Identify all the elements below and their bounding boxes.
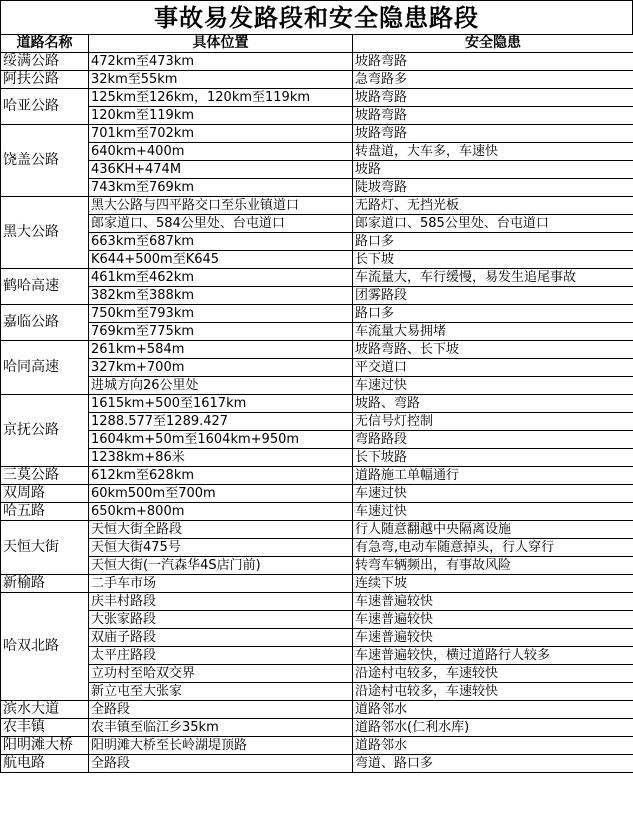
- road-name-cell: 滨水大道: [1, 701, 89, 719]
- hazard-cell: 车速过快: [353, 503, 633, 521]
- table-row: [1, 53, 633, 71]
- road-name-cell: 阳明滩大桥: [1, 737, 89, 755]
- road-name-cell: 鹤哈高速: [1, 269, 89, 305]
- header-road-name: 道路名称: [1, 35, 89, 53]
- location-cell: 650km+800m: [89, 503, 353, 521]
- table-row: [1, 89, 633, 107]
- table-body: [1, 53, 633, 773]
- location-cell: 261km+584m: [89, 341, 353, 359]
- hazard-cell: 连续下坡: [353, 575, 633, 593]
- location-cell: 立功村至哈双交界: [89, 665, 353, 683]
- hazard-cell: 行人随意翻越中央隔离设施: [353, 521, 633, 539]
- table-row: [1, 611, 633, 629]
- table-row: [1, 341, 633, 359]
- hazard-cell: 车速普遍较快: [353, 593, 633, 611]
- hazard-cell: 转弯车辆频出，有事故风险: [353, 557, 633, 575]
- table-row: [1, 485, 633, 503]
- location-cell: 120km至119km: [89, 107, 353, 125]
- location-cell: 天恒大街(一汽森华4S店门前): [89, 557, 353, 575]
- table-row: [1, 107, 633, 125]
- location-cell: 750km至793km: [89, 305, 353, 323]
- location-cell: 461km至462km: [89, 269, 353, 287]
- location-cell: 640km+400m: [89, 143, 353, 161]
- location-cell: 大张家路段: [89, 611, 353, 629]
- location-cell: 黑大公路与四平路交口至乐业镇道口: [89, 197, 353, 215]
- table-row: [1, 233, 633, 251]
- hazard-cell: 道路施工单幅通行: [353, 467, 633, 485]
- road-name-cell: 哈双北路: [1, 593, 89, 701]
- table-row: [1, 467, 633, 485]
- hazard-cell: 无路灯、无挡光板: [353, 197, 633, 215]
- hazard-cell: 车速普遍较快: [353, 629, 633, 647]
- hazard-cell: 坡路弯路: [353, 107, 633, 125]
- table-row: [1, 413, 633, 431]
- table-row: [1, 143, 633, 161]
- table-row: [1, 539, 633, 557]
- table-row: [1, 449, 633, 467]
- hazard-cell: 车流量大易拥堵: [353, 323, 633, 341]
- table-row: [1, 377, 633, 395]
- location-cell: 663km至687km: [89, 233, 353, 251]
- road-name-cell: 嘉临公路: [1, 305, 89, 341]
- table-row: [1, 431, 633, 449]
- hazard-cell: 团雾路段: [353, 287, 633, 305]
- hazard-cell: 路口多: [353, 305, 633, 323]
- table-row: [1, 251, 633, 269]
- table-row: [1, 161, 633, 179]
- location-cell: 太平庄路段: [89, 647, 353, 665]
- road-name-cell: 哈同高速: [1, 341, 89, 395]
- location-cell: 382km至388km: [89, 287, 353, 305]
- road-name-cell: 三莫公路: [1, 467, 89, 485]
- location-cell: 进城方向26公里处: [89, 377, 353, 395]
- hazard-cell: 车速过快: [353, 377, 633, 395]
- table-row: [1, 395, 633, 413]
- road-name-cell: 阿扶公路: [1, 71, 89, 89]
- table-row: [1, 629, 633, 647]
- location-cell: 612km至628km: [89, 467, 353, 485]
- hazard-cell: 道路邻水: [353, 737, 633, 755]
- hazard-cell: 坡路: [353, 161, 633, 179]
- location-cell: 阳明滩大桥至长岭湖堤顶路: [89, 737, 353, 755]
- table-row: [1, 755, 633, 773]
- table-row: [1, 683, 633, 701]
- road-name-cell: 哈五路: [1, 503, 89, 521]
- table-row: [1, 503, 633, 521]
- hazard-cell: 坡路弯路、长下坡: [353, 341, 633, 359]
- table-row: [1, 521, 633, 539]
- header-hazard: 安全隐患: [353, 35, 633, 53]
- road-name-cell: 京抚公路: [1, 395, 89, 467]
- table-row: [1, 125, 633, 143]
- hazard-cell: 车速普遍较快，横过道路行人较多: [353, 647, 633, 665]
- table-row: [1, 71, 633, 89]
- hazard-cell: 无信号灯控制: [353, 413, 633, 431]
- location-cell: 二手车市场: [89, 575, 353, 593]
- road-name-cell: 哈亚公路: [1, 89, 89, 125]
- table-row: [1, 215, 633, 233]
- road-name-cell: 黑大公路: [1, 197, 89, 269]
- table-row: [1, 665, 633, 683]
- table-row: [1, 305, 633, 323]
- road-name-cell: 饶盖公路: [1, 125, 89, 197]
- hazard-cell: 长下坡: [353, 251, 633, 269]
- hazard-cell: 沿途村屯较多，车速较快: [353, 665, 633, 683]
- road-name-cell: 双周路: [1, 485, 89, 503]
- hazard-cell: 路口多: [353, 233, 633, 251]
- road-name-cell: 绥满公路: [1, 53, 89, 71]
- table-row: [1, 179, 633, 197]
- hazard-cell: 弯道、路口多: [353, 755, 633, 773]
- table-row: [1, 197, 633, 215]
- table-row: [1, 359, 633, 377]
- hazard-cell: 有急弯,电动车随意掉头，行人穿行: [353, 539, 633, 557]
- hazard-cell: 平交道口: [353, 359, 633, 377]
- hazard-cell: 车速过快: [353, 485, 633, 503]
- location-cell: 全路段: [89, 701, 353, 719]
- location-cell: 701km至702km: [89, 125, 353, 143]
- hazard-cell: 陡坡弯路: [353, 179, 633, 197]
- hazard-cell: 坡路、弯路: [353, 395, 633, 413]
- hazard-cell: 弯路路段: [353, 431, 633, 449]
- location-cell: 郎家道口、584公里处、台屯道口: [89, 215, 353, 233]
- location-cell: 436KH+474M: [89, 161, 353, 179]
- header-location: 具体位置: [89, 35, 353, 53]
- location-cell: 743km至769km: [89, 179, 353, 197]
- hazard-cell: 坡路弯路: [353, 125, 633, 143]
- table-row: [1, 719, 633, 737]
- location-cell: 1604km+50m至1604km+950m: [89, 431, 353, 449]
- table-row: [1, 323, 633, 341]
- hazard-cell: 长下坡路: [353, 449, 633, 467]
- location-cell: 庆丰村路段: [89, 593, 353, 611]
- table-row: [1, 557, 633, 575]
- location-cell: 472km至473km: [89, 53, 353, 71]
- table-row: [1, 593, 633, 611]
- road-name-cell: 天恒大街: [1, 521, 89, 575]
- table-row: [1, 269, 633, 287]
- road-name-cell: 新榆路: [1, 575, 89, 593]
- hazard-cell: 车速普遍较快: [353, 611, 633, 629]
- hazard-cell: 道路邻水(仁利水库): [353, 719, 633, 737]
- hazard-cell: 急弯路多: [353, 71, 633, 89]
- table-row: [1, 287, 633, 305]
- location-cell: 天恒大街475号: [89, 539, 353, 557]
- header-row: [1, 35, 633, 53]
- location-cell: 天恒大街全路段: [89, 521, 353, 539]
- hazard-cell: 道路邻水: [353, 701, 633, 719]
- location-cell: 1615km+500至1617km: [89, 395, 353, 413]
- table-row: [1, 575, 633, 593]
- location-cell: 双庙子路段: [89, 629, 353, 647]
- location-cell: 32km至55km: [89, 71, 353, 89]
- location-cell: 125km至126km，120km至119km: [89, 89, 353, 107]
- location-cell: 769km至775km: [89, 323, 353, 341]
- hazard-cell: 沿途村屯较多，车速较快: [353, 683, 633, 701]
- table-row: [1, 737, 633, 755]
- road-name-cell: 航电路: [1, 755, 89, 773]
- hazard-cell: 车流量大，车行缓慢，易发生追尾事故: [353, 269, 633, 287]
- table-row: [1, 701, 633, 719]
- hazard-cell: 坡路弯路: [353, 53, 633, 71]
- hazard-table: [0, 34, 633, 773]
- location-cell: 全路段: [89, 755, 353, 773]
- hazard-cell: 郎家道口、585公里处、台屯道口: [353, 215, 633, 233]
- page-title: 事故易发路段和安全隐患路段: [0, 0, 633, 34]
- location-cell: 60km500m至700m: [89, 485, 353, 503]
- location-cell: 327km+700m: [89, 359, 353, 377]
- road-name-cell: 农丰镇: [1, 719, 89, 737]
- table-row: [1, 647, 633, 665]
- location-cell: 1238km+86米: [89, 449, 353, 467]
- location-cell: 1288.577至1289.427: [89, 413, 353, 431]
- location-cell: 新立屯至大张家: [89, 683, 353, 701]
- location-cell: K644+500m至K645: [89, 251, 353, 269]
- hazard-cell: 转盘道，大车多，车速快: [353, 143, 633, 161]
- hazard-cell: 坡路弯路: [353, 89, 633, 107]
- location-cell: 农丰镇至临江乡35km: [89, 719, 353, 737]
